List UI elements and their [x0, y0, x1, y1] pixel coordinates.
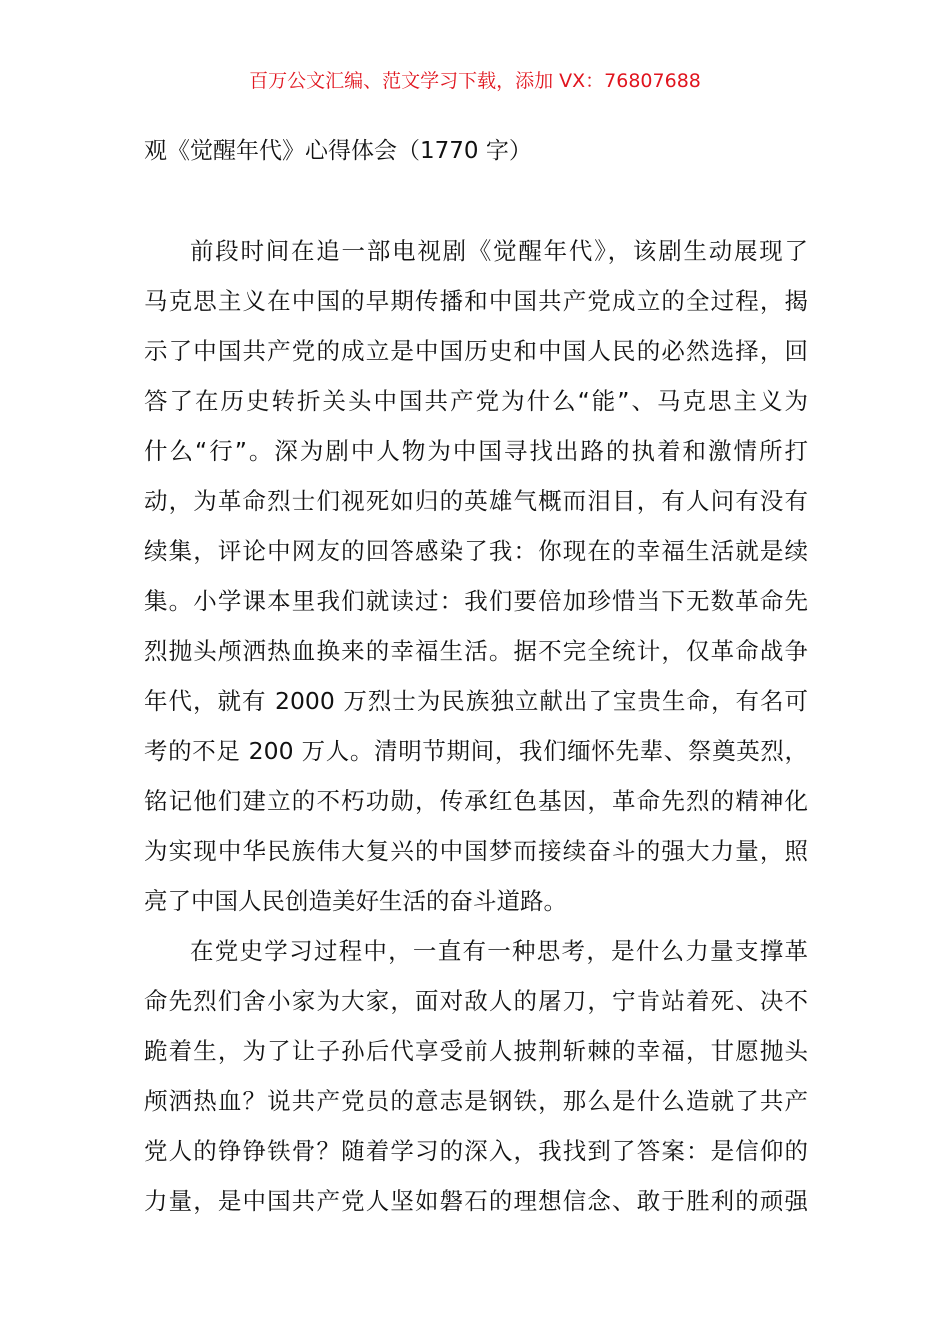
- text-line: 力量，是中国共产党人坚如磐石的理想信念、敢于胜利的顽强: [144, 1187, 808, 1215]
- text-line: 跪着生，为了让子孙后代享受前人披荆斩棘的幸福，甘愿抛头: [144, 1037, 808, 1065]
- paragraph-1: [144, 226, 808, 926]
- text-line: 铭记他们建立的不朽功勋，传承红色基因，革命先烈的精神化: [144, 787, 808, 815]
- text-line: 示了中国共产党的成立是中国历史和中国人民的必然选择，回: [144, 337, 808, 365]
- text-line: 在党史学习过程中，一直有一种思考，是什么力量支撑革: [190, 937, 808, 965]
- text-line: 党人的铮铮铁骨？随着学习的深入，我找到了答案：是信仰的: [144, 1137, 808, 1165]
- document-title: 观《觉醒年代》心得体会（1770 字）: [144, 138, 532, 164]
- text-line: 马克思主义在中国的早期传播和中国共产党成立的全过程，揭: [144, 287, 808, 315]
- text-line: 集。小学课本里我们就读过：我们要倍加珍惜当下无数革命先: [144, 587, 808, 615]
- text-line: 答了在历史转折关头中国共产党为什么“能”、马克思主义为: [144, 387, 808, 415]
- document-body: [144, 226, 808, 1226]
- text-line: 烈抛头颅洒热血换来的幸福生活。据不完全统计，仅革命战争: [144, 637, 808, 665]
- text-line: 年代，就有 2000 万烈士为民族独立献出了宝贵生命，有名可: [144, 687, 808, 715]
- text-line: 动，为革命烈士们视死如归的英雄气概而泪目，有人问有没有: [144, 487, 808, 515]
- text-line: 颅洒热血？说共产党员的意志是钢铁，那么是什么造就了共产: [144, 1087, 808, 1115]
- text-line: 续集，评论中网友的回答感染了我：你现在的幸福生活就是续: [144, 537, 808, 565]
- text-line: 亮了中国人民创造美好生活的奋斗道路。: [144, 887, 567, 915]
- paragraph-2: [144, 926, 808, 1226]
- header-banner: 百万公文汇编、范文学习下载，添加 VX：76807688: [249, 70, 701, 92]
- text-line: 什么“行”。深为剧中人物为中国寻找出路的执着和激情所打: [144, 437, 808, 465]
- text-line: 为实现中华民族伟大复兴的中国梦而接续奋斗的强大力量，照: [144, 837, 808, 865]
- text-line: 考的不足 200 万人。清明节期间，我们缅怀先辈、祭奠英烈，: [144, 737, 808, 765]
- text-line: 前段时间在追一部电视剧《觉醒年代》，该剧生动展现了: [190, 237, 808, 265]
- text-line: 命先烈们舍小家为大家，面对敌人的屠刀，宁肯站着死、决不: [144, 987, 808, 1015]
